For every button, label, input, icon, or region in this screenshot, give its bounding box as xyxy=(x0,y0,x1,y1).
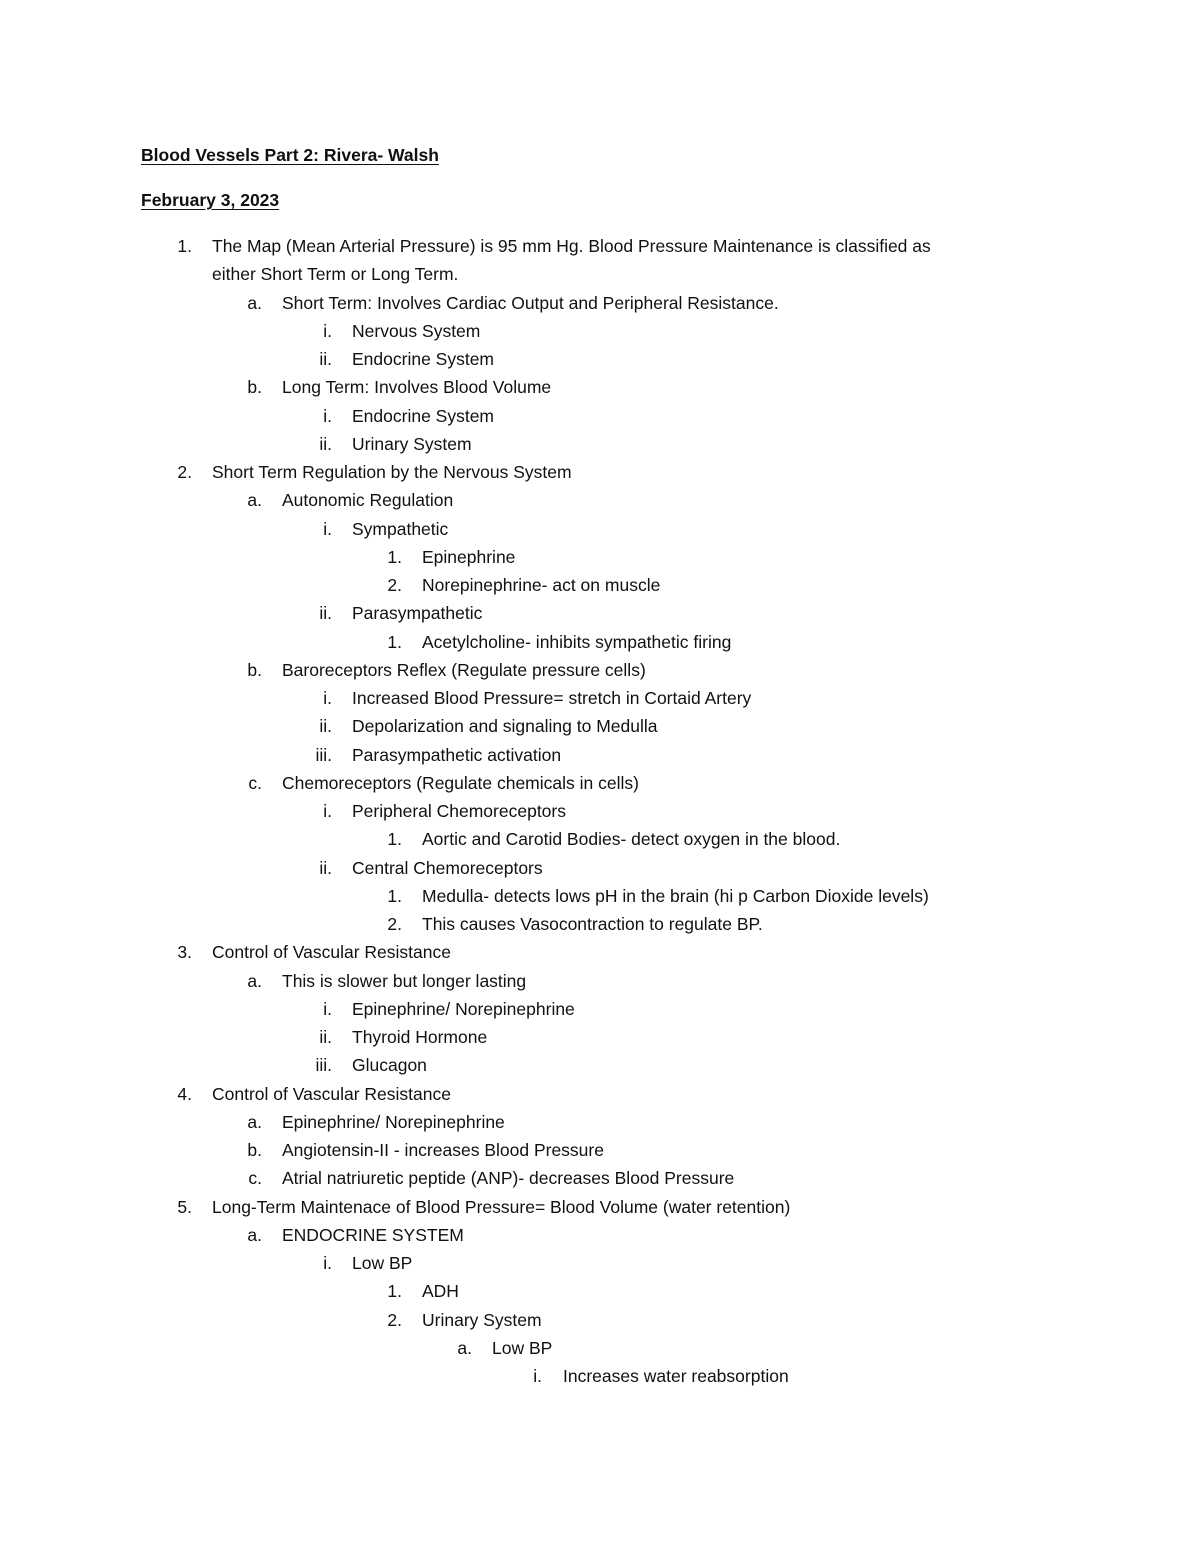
outline-marker: a. xyxy=(247,1111,262,1132)
outline-marker: ii. xyxy=(319,716,332,737)
outline-text: Urinary System xyxy=(422,1309,542,1330)
outline-text: Parasympathetic activation xyxy=(352,744,562,765)
outline-item xyxy=(0,995,1200,1023)
outline-marker: 1. xyxy=(387,829,402,850)
outline-text: Control of Vascular Resistance xyxy=(212,1083,451,1104)
outline-text: Epinephrine xyxy=(422,546,516,567)
outline-item xyxy=(0,543,1200,571)
outline-item xyxy=(0,1221,1200,1249)
outline-text: Angiotensin-II - increases Blood Pressure xyxy=(282,1140,604,1160)
outline-item xyxy=(0,289,1200,317)
outline-marker: a. xyxy=(247,292,262,313)
outline-text: Long-Term Maintenace of Blood Pressure= Blood Volume (water retention) xyxy=(212,1196,791,1217)
outline-item xyxy=(0,684,1200,712)
outline-marker: c. xyxy=(248,1168,262,1189)
outline-item xyxy=(0,1108,1200,1136)
outline-item xyxy=(0,571,1200,599)
outline-item xyxy=(0,882,1200,910)
outline-text: Control of Vascular Resistance xyxy=(212,942,451,963)
outline-text: Epinephrine/ Norepinephrine xyxy=(282,1111,505,1132)
outline-text: Thyroid Hormone xyxy=(352,1027,488,1047)
outline-text: either Short Term or Long Term. xyxy=(212,264,459,285)
outline-item xyxy=(0,402,1200,430)
outline-item xyxy=(0,1306,1200,1334)
outline-text: The Map (Mean Arterial Pressure) is 95 mm Hg. Blood Pressure Maintenance is classified as xyxy=(212,236,931,256)
outline-marker: i. xyxy=(323,801,332,821)
outline-item xyxy=(0,458,1200,486)
outline-text: Central Chemoreceptors xyxy=(352,857,543,878)
outline-marker: b. xyxy=(247,1140,262,1160)
outline-item xyxy=(0,741,1200,769)
outline-text: This is slower but longer lasting xyxy=(282,970,527,991)
outline-item xyxy=(0,1023,1200,1051)
outline-item xyxy=(0,854,1200,882)
outline-text: Low BP xyxy=(492,1337,553,1358)
outline-text: Aortic and Carotid Bodies- detect oxygen in the blood. xyxy=(422,829,841,850)
outline-text: Short Term: Involves Cardiac Output and Peripheral Resistance. xyxy=(282,292,779,313)
outline-item xyxy=(0,599,1200,627)
outline-item xyxy=(0,938,1200,966)
outline-item xyxy=(0,1334,1200,1362)
outline-marker: i. xyxy=(323,405,332,426)
outline-marker: ii. xyxy=(319,433,332,454)
outline-item xyxy=(0,910,1200,938)
outline-marker: 2. xyxy=(387,575,402,595)
outline-text: Chemoreceptors (Regulate chemicals in cells) xyxy=(282,772,639,793)
outline-item xyxy=(0,1164,1200,1192)
outline-text: Urinary System xyxy=(352,433,472,454)
outline-marker: 1. xyxy=(387,631,402,652)
outline-item xyxy=(0,656,1200,684)
outline-text: Long Term: Involves Blood Volume xyxy=(282,377,552,398)
outline-text: Depolarization and signaling to Medulla xyxy=(352,716,658,737)
outline-item xyxy=(0,515,1200,543)
outline-text: Nervous System xyxy=(352,320,481,341)
outline-item xyxy=(0,825,1200,853)
outline-text: Sympathetic xyxy=(352,518,449,539)
outline-text: Atrial natriuretic peptide (ANP)- decreases Blood Pressure xyxy=(282,1168,735,1189)
outline-marker: c. xyxy=(248,772,262,793)
document-date: February 3, 2023 xyxy=(141,190,280,210)
outline-item xyxy=(0,373,1200,401)
outline-text: This causes Vasocontraction to regulate BP. xyxy=(422,914,763,934)
outline-marker: 3. xyxy=(177,942,192,963)
outline-text: ENDOCRINE SYSTEM xyxy=(282,1224,464,1245)
outline-marker: 2. xyxy=(387,1309,402,1330)
outline-text: Increased Blood Pressure= stretch in Cortaid Artery xyxy=(352,688,752,708)
outline-marker: i. xyxy=(323,518,332,539)
outline-marker: 1. xyxy=(387,885,402,906)
outline-text: Parasympathetic xyxy=(352,603,483,624)
outline-item xyxy=(0,797,1200,825)
outline-item xyxy=(0,1362,1200,1390)
outline-marker: b. xyxy=(247,377,262,398)
outline-marker: ii. xyxy=(319,857,332,878)
outline-text: Endocrine System xyxy=(352,405,495,426)
outline-marker: a. xyxy=(247,970,262,991)
outline-text: ADH xyxy=(422,1281,459,1302)
outline-marker: i. xyxy=(323,688,332,708)
document-title: Blood Vessels Part 2: Rivera- Walsh xyxy=(141,145,439,165)
outline-item xyxy=(0,345,1200,373)
outline-marker: b. xyxy=(247,659,262,680)
outline-item xyxy=(0,1249,1200,1277)
outline-marker: a. xyxy=(247,490,262,511)
outline-item xyxy=(0,1051,1200,1079)
outline-text: Endocrine System xyxy=(352,349,495,369)
outline-item xyxy=(0,1193,1200,1221)
outline-item xyxy=(0,628,1200,656)
outline-item xyxy=(0,317,1200,345)
outline-marker: i. xyxy=(323,320,332,341)
outline-text: Epinephrine/ Norepinephrine xyxy=(352,998,575,1019)
outline-text: Autonomic Regulation xyxy=(282,490,454,511)
outline-item xyxy=(0,1136,1200,1164)
outline-text: Increases water reabsorption xyxy=(563,1366,789,1386)
outline-marker: 5. xyxy=(177,1196,192,1217)
outline-text: Medulla- detects lows pH in the brain (hi p Carbon Dioxide levels) xyxy=(422,885,929,906)
outline-marker: 1. xyxy=(387,1281,402,1302)
outline-marker: iii. xyxy=(315,1055,332,1076)
outline-item xyxy=(0,967,1200,995)
outline-text: Short Term Regulation by the Nervous System xyxy=(212,462,572,482)
outline-text: Baroreceptors Reflex (Regulate pressure cells) xyxy=(282,659,646,680)
outline-text: Glucagon xyxy=(352,1055,427,1076)
outline-marker: ii. xyxy=(319,603,332,624)
outline-marker: 2. xyxy=(387,914,402,934)
outline-marker: a. xyxy=(247,1224,262,1245)
outline-item xyxy=(0,712,1200,740)
outline-marker: ii. xyxy=(319,1027,332,1047)
outline-marker: 2. xyxy=(177,462,192,482)
outline-text: Acetylcholine- inhibits sympathetic firing xyxy=(422,631,732,652)
outline-item xyxy=(0,430,1200,458)
outline-marker: 1. xyxy=(387,546,402,567)
outline-marker: i. xyxy=(323,1253,332,1273)
outline-text: Low BP xyxy=(352,1253,413,1273)
outline-text: Norepinephrine- act on muscle xyxy=(422,575,661,595)
outline-marker: 4. xyxy=(177,1083,192,1104)
outline-text: Peripheral Chemoreceptors xyxy=(352,801,566,821)
outline-item xyxy=(0,486,1200,514)
outline-item xyxy=(0,1277,1200,1305)
outline-marker: a. xyxy=(457,1337,472,1358)
outline-item xyxy=(0,1080,1200,1108)
outline-marker: ii. xyxy=(319,349,332,369)
outline-marker: 1. xyxy=(177,236,192,256)
outline-item xyxy=(0,769,1200,797)
outline-item xyxy=(0,232,1200,260)
outline-marker: i. xyxy=(323,998,332,1019)
outline-marker: i. xyxy=(533,1366,542,1386)
outline-item xyxy=(0,260,1200,288)
outline-marker: iii. xyxy=(315,744,332,765)
